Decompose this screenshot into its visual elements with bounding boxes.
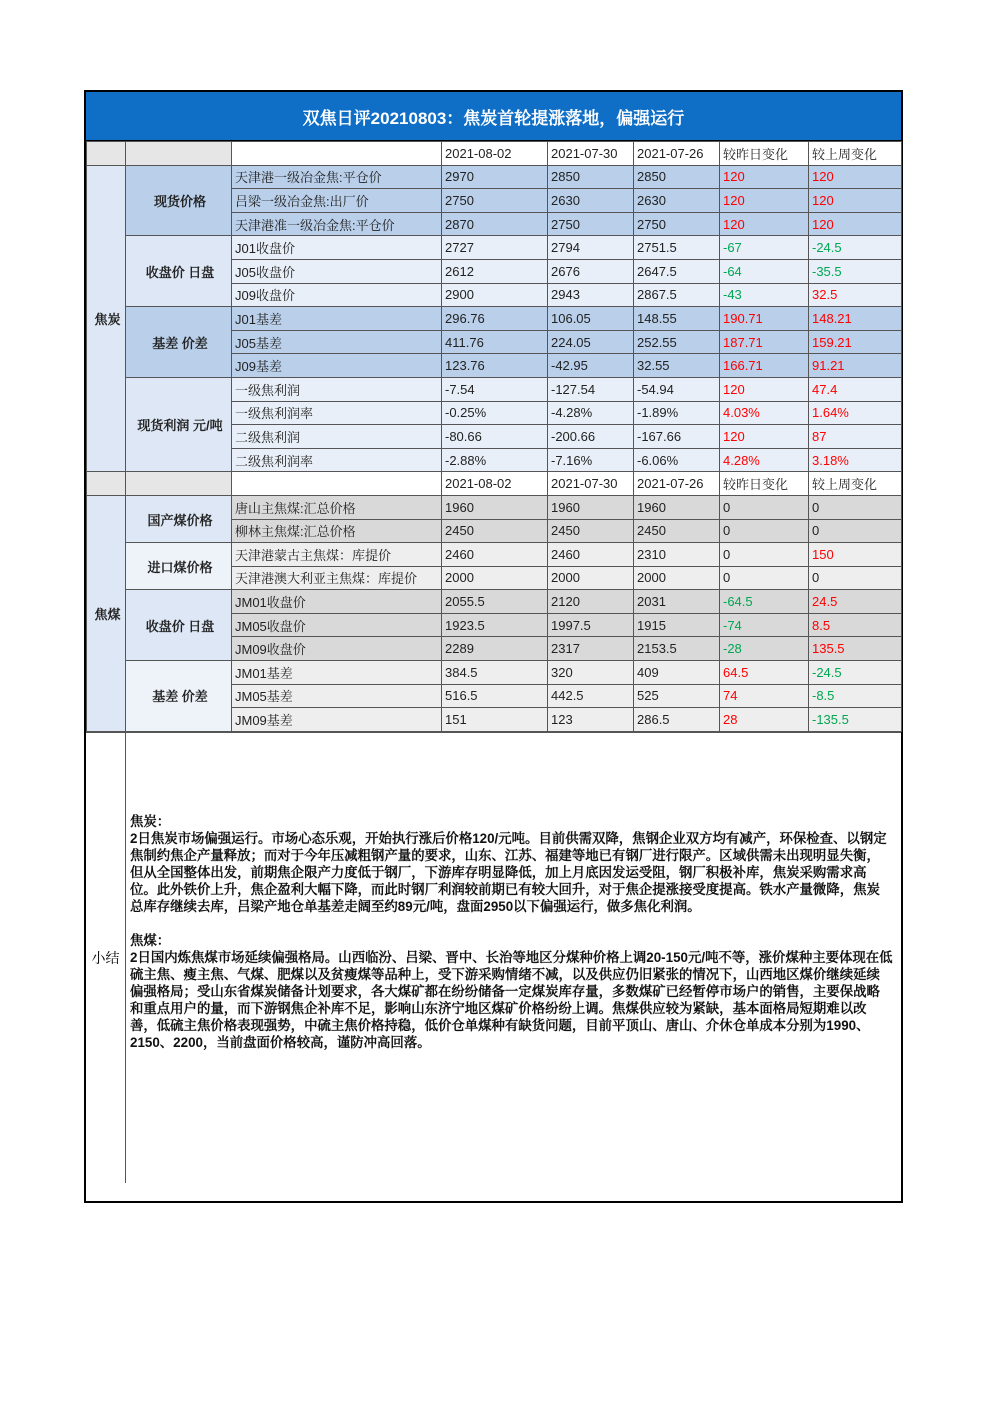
row-label: 天津港蒙古主焦煤：库提价 — [232, 543, 442, 567]
table-row — [87, 377, 902, 401]
value-cell: 409 — [634, 661, 720, 685]
value-cell: 442.5 — [548, 684, 634, 708]
value-cell: 1915 — [634, 613, 720, 637]
table-row — [87, 165, 902, 189]
value-cell: 384.5 — [442, 661, 548, 685]
row-label: 一级焦利润 — [232, 377, 442, 401]
value-cell: 2750 — [442, 189, 548, 213]
value-cell: 2794 — [548, 236, 634, 260]
value-cell: 252.55 — [634, 330, 720, 354]
value-cell: 120 — [809, 165, 902, 189]
column-header: 较上周变化 — [809, 142, 902, 166]
row-label: 二级焦利润率 — [232, 448, 442, 472]
value-cell: -167.66 — [634, 425, 720, 449]
value-cell: 525 — [634, 684, 720, 708]
value-cell: 4.03% — [720, 401, 809, 425]
column-header: 2021-07-26 — [634, 472, 720, 496]
value-cell: -7.54 — [442, 377, 548, 401]
value-cell: 2460 — [548, 543, 634, 567]
value-cell: 1.64% — [809, 401, 902, 425]
row-label: J09收盘价 — [232, 283, 442, 307]
blank-cell — [232, 472, 442, 496]
column-header: 2021-07-26 — [634, 142, 720, 166]
table-row — [87, 307, 902, 331]
value-cell: -24.5 — [809, 661, 902, 685]
value-cell: 2031 — [634, 590, 720, 614]
group-label: 现货利润 元/吨 — [126, 377, 232, 471]
value-cell: 2055.5 — [442, 590, 548, 614]
value-cell: 64.5 — [720, 661, 809, 685]
summary-label: 小结 — [86, 733, 126, 1183]
column-header: 较昨日变化 — [720, 142, 809, 166]
value-cell: 296.76 — [442, 307, 548, 331]
value-cell: 148.21 — [809, 307, 902, 331]
section-label: 焦炭 — [87, 165, 126, 472]
value-cell: 74 — [720, 684, 809, 708]
value-cell: 2867.5 — [634, 283, 720, 307]
group-label: 收盘价 日盘 — [126, 590, 232, 661]
value-cell: -7.16% — [548, 448, 634, 472]
value-cell: 2000 — [442, 566, 548, 590]
value-cell: 2943 — [548, 283, 634, 307]
group-label: 收盘价 日盘 — [126, 236, 232, 307]
coke-summary-text: 2日焦炭市场偏强运行。市场心态乐观，开始执行涨后价格120/元吨。目前供需双降，焦钢企业双方均有减产，环保检查、以钢定焦制约焦企产量释放；而对于今年压减粗钢产量的要求，山东、江苏、福建等地已有钢厂进行限产。区域供需未出现明显失衡，但从全国整体出发，前期焦企限产力度低于钢厂，下游库存明显降低，加上月底因发运受阻，钢厂积极补库，焦炭采购需求高位。此外铁价上升，焦企盈利大幅下降，而此时钢厂利润较前期已有较大回升，对于焦企提涨接受度提高。铁水产量微降，焦炭总库存继续去库，吕梁产地仓单基差走阔至约89元/吨，盘面2950以下偏强运行，做多焦化利润。 — [130, 830, 887, 914]
value-cell: 120 — [720, 425, 809, 449]
row-label: J09基差 — [232, 354, 442, 378]
group-label: 现货价格 — [126, 165, 232, 236]
value-cell: 2751.5 — [634, 236, 720, 260]
value-cell: 1960 — [548, 495, 634, 519]
row-label: J01收盘价 — [232, 236, 442, 260]
value-cell: 2870 — [442, 212, 548, 236]
value-cell: 1923.5 — [442, 613, 548, 637]
group-label: 国产煤价格 — [126, 495, 232, 542]
value-cell: 2289 — [442, 637, 548, 661]
column-header: 2021-08-02 — [442, 142, 548, 166]
value-cell: 2850 — [548, 165, 634, 189]
row-label: J05基差 — [232, 330, 442, 354]
column-header: 2021-07-30 — [548, 472, 634, 496]
value-cell: -8.5 — [809, 684, 902, 708]
value-cell: 1960 — [634, 495, 720, 519]
coke-summary-heading: 焦炭： — [130, 813, 171, 829]
value-cell: -0.25% — [442, 401, 548, 425]
value-cell: 0 — [720, 566, 809, 590]
section-label: 焦煤 — [87, 495, 126, 731]
row-label: 吕梁一级冶金焦:出厂价 — [232, 189, 442, 213]
value-cell: 150 — [809, 543, 902, 567]
value-cell: 2676 — [548, 259, 634, 283]
value-cell: 120 — [809, 212, 902, 236]
value-cell: 2612 — [442, 259, 548, 283]
value-cell: 0 — [720, 543, 809, 567]
value-cell: -42.95 — [548, 354, 634, 378]
group-label: 基差 价差 — [126, 307, 232, 378]
value-cell: 2450 — [442, 519, 548, 543]
value-cell: -1.89% — [634, 401, 720, 425]
column-header: 较昨日变化 — [720, 472, 809, 496]
value-cell: -67 — [720, 236, 809, 260]
value-cell: 2647.5 — [634, 259, 720, 283]
column-header: 2021-07-30 — [548, 142, 634, 166]
row-label: J05收盘价 — [232, 259, 442, 283]
value-cell: 0 — [809, 495, 902, 519]
value-cell: 159.21 — [809, 330, 902, 354]
table-row — [87, 236, 902, 260]
row-label: 一级焦利润率 — [232, 401, 442, 425]
value-cell: -43 — [720, 283, 809, 307]
value-cell: 516.5 — [442, 684, 548, 708]
value-cell: 0 — [809, 519, 902, 543]
blank-cell — [232, 142, 442, 166]
value-cell: 106.05 — [548, 307, 634, 331]
blank-cell — [87, 472, 126, 496]
row-label: 天津港一级冶金焦:平仓价 — [232, 165, 442, 189]
row-label: 天津港澳大利亚主焦煤：库提价 — [232, 566, 442, 590]
value-cell: 123 — [548, 708, 634, 732]
value-cell: -24.5 — [809, 236, 902, 260]
group-label: 基差 价差 — [126, 661, 232, 732]
row-label: 柳林主焦煤:汇总价格 — [232, 519, 442, 543]
value-cell: -74 — [720, 613, 809, 637]
value-cell: 286.5 — [634, 708, 720, 732]
value-cell: 2630 — [634, 189, 720, 213]
value-cell: -135.5 — [809, 708, 902, 732]
value-cell: -28 — [720, 637, 809, 661]
value-cell: -127.54 — [548, 377, 634, 401]
value-cell: -35.5 — [809, 259, 902, 283]
value-cell: 2317 — [548, 637, 634, 661]
column-header: 较上周变化 — [809, 472, 902, 496]
value-cell: 120 — [720, 165, 809, 189]
header-row — [87, 142, 902, 166]
value-cell: 2000 — [548, 566, 634, 590]
row-label: JM05收盘价 — [232, 613, 442, 637]
value-cell: -2.88% — [442, 448, 548, 472]
value-cell: 1960 — [442, 495, 548, 519]
value-cell: 2450 — [634, 519, 720, 543]
value-cell: 2750 — [548, 212, 634, 236]
value-cell: 28 — [720, 708, 809, 732]
value-cell: -200.66 — [548, 425, 634, 449]
value-cell: 224.05 — [548, 330, 634, 354]
value-cell: 411.76 — [442, 330, 548, 354]
value-cell: 3.18% — [809, 448, 902, 472]
value-cell: -54.94 — [634, 377, 720, 401]
row-label: JM05基差 — [232, 684, 442, 708]
summary-section — [86, 732, 901, 1183]
value-cell: 2460 — [442, 543, 548, 567]
table-row — [87, 495, 902, 519]
header-row — [87, 472, 902, 496]
value-cell: 166.71 — [720, 354, 809, 378]
value-cell: 91.21 — [809, 354, 902, 378]
value-cell: 2630 — [548, 189, 634, 213]
value-cell: 120 — [720, 377, 809, 401]
value-cell: 32.5 — [809, 283, 902, 307]
value-cell: 47.4 — [809, 377, 902, 401]
value-cell: 2850 — [634, 165, 720, 189]
value-cell: 24.5 — [809, 590, 902, 614]
coal-summary-text: 2日国内炼焦煤市场延续偏强格局。山西临汾、吕梁、晋中、长治等地区分煤种价格上调20-150元/吨不等，涨价煤种主要体现在低硫主焦、瘦主焦、气煤、肥煤以及贫瘦煤等品种上，受下游采购情绪不减，以及供应仍旧紧张的情况下，山西地区煤价继续延续偏强格局；受山东省煤炭储备计划要求，各大煤矿都在纷纷储备一定煤炭库存量，多数煤矿已经暂停市场户的销售，主要保战略和重点用户的量，而下游钢焦企补库不足，影响山东济宁地区煤矿价格纷纷上调。焦煤供应较为紧缺，基本面格局短期难以改善，低硫主焦价格表现强势，中硫主焦价格持稳，低价仓单煤种有缺货问题，目前平顶山、唐山、介休仓单成本分别为1990、2150、2200，当前盘面价格较高，谨防冲高回落。 — [130, 949, 893, 1050]
value-cell: 2450 — [548, 519, 634, 543]
value-cell: 151 — [442, 708, 548, 732]
price-table — [86, 141, 902, 732]
value-cell: 135.5 — [809, 637, 902, 661]
report-title: 双焦日评20210803：焦炭首轮提涨落地，偏强运行 — [86, 92, 901, 141]
group-label: 进口煤价格 — [126, 543, 232, 590]
report-sheet — [84, 90, 903, 1203]
value-cell: 2310 — [634, 543, 720, 567]
value-cell: 2900 — [442, 283, 548, 307]
value-cell: -64 — [720, 259, 809, 283]
table-row — [87, 661, 902, 685]
column-header: 2021-08-02 — [442, 472, 548, 496]
table-row — [87, 543, 902, 567]
value-cell: -80.66 — [442, 425, 548, 449]
value-cell: 2000 — [634, 566, 720, 590]
value-cell: 190.71 — [720, 307, 809, 331]
value-cell: 32.55 — [634, 354, 720, 378]
value-cell: 120 — [720, 189, 809, 213]
value-cell: 87 — [809, 425, 902, 449]
row-label: 天津港准一级冶金焦:平仓价 — [232, 212, 442, 236]
row-label: J01基差 — [232, 307, 442, 331]
value-cell: 187.71 — [720, 330, 809, 354]
row-label: 唐山主焦煤:汇总价格 — [232, 495, 442, 519]
blank-cell — [126, 142, 232, 166]
blank-cell — [126, 472, 232, 496]
value-cell: 4.28% — [720, 448, 809, 472]
value-cell: 148.55 — [634, 307, 720, 331]
value-cell: -6.06% — [634, 448, 720, 472]
value-cell: 0 — [809, 566, 902, 590]
value-cell: 2727 — [442, 236, 548, 260]
value-cell: 123.76 — [442, 354, 548, 378]
row-label: 二级焦利润 — [232, 425, 442, 449]
value-cell: 2750 — [634, 212, 720, 236]
row-label: JM09收盘价 — [232, 637, 442, 661]
value-cell: 2153.5 — [634, 637, 720, 661]
row-label: JM01收盘价 — [232, 590, 442, 614]
value-cell: 1997.5 — [548, 613, 634, 637]
value-cell: 320 — [548, 661, 634, 685]
value-cell: 0 — [720, 495, 809, 519]
summary-body — [126, 733, 901, 1183]
coal-summary-heading: 焦煤： — [130, 932, 171, 948]
value-cell: -64.5 — [720, 590, 809, 614]
value-cell: 0 — [720, 519, 809, 543]
value-cell: 2970 — [442, 165, 548, 189]
value-cell: 120 — [720, 212, 809, 236]
value-cell: 120 — [809, 189, 902, 213]
row-label: JM09基差 — [232, 708, 442, 732]
row-label: JM01基差 — [232, 661, 442, 685]
value-cell: -4.28% — [548, 401, 634, 425]
value-cell: 8.5 — [809, 613, 902, 637]
blank-cell — [87, 142, 126, 166]
value-cell: 2120 — [548, 590, 634, 614]
table-row — [87, 590, 902, 614]
